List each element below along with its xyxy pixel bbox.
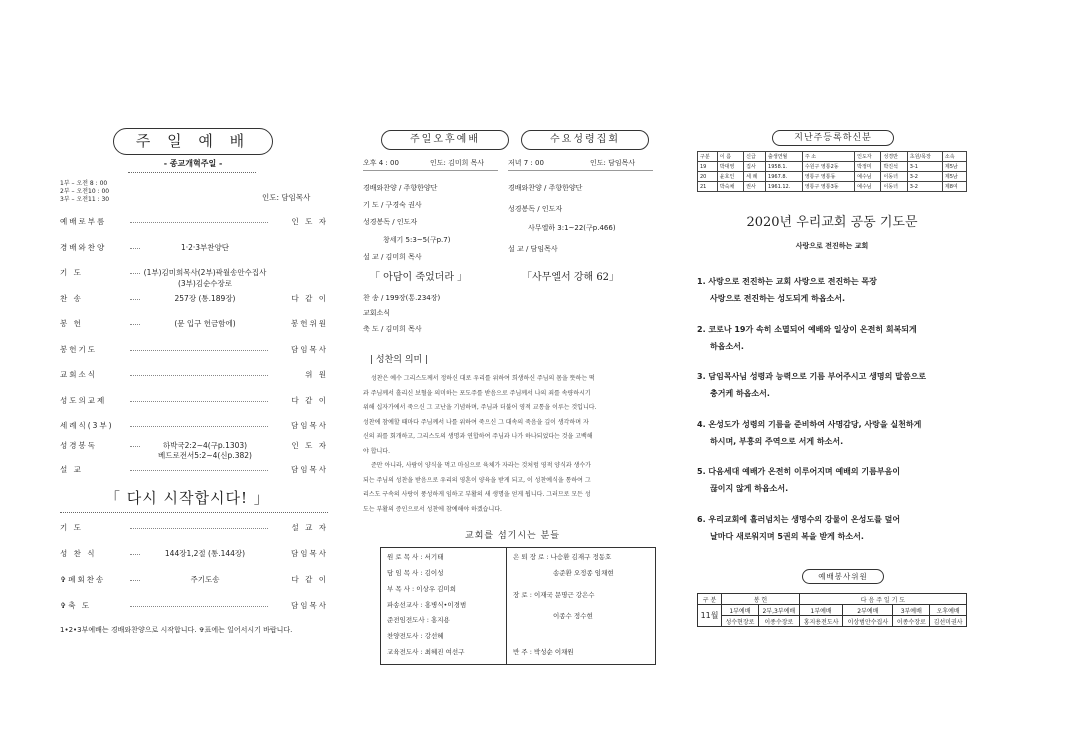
- table-header: [698, 594, 967, 605]
- sermon-rule: [60, 512, 328, 513]
- leader-dots: [130, 470, 268, 471]
- time-1: 1부 – 오전 8 : 00: [60, 180, 108, 187]
- order-detail: 베드로전서5:2~4(신p.382): [140, 450, 270, 461]
- header-cell: 소속: [942, 152, 966, 162]
- order-label: 경배와찬양: [60, 242, 107, 252]
- order-person: 위 원: [305, 370, 328, 379]
- cell: 제8여: [942, 182, 966, 192]
- sub-header-cell: 오후예배: [930, 605, 967, 616]
- essay-line: 리스도 구속의 사랑이 풍성하게 임하고 부활의 새 생명을 얻게 됩니다. 그러므로 모든 성: [363, 491, 591, 498]
- afternoon-leader: 인도: 김미희 목사: [430, 159, 485, 167]
- header-cell: 초원/목장: [907, 152, 942, 162]
- server-entry: 은 퇴 장 로 : 나승환 김재구 정동호: [513, 553, 612, 561]
- sermon-title: 「 다시 시작합시다! 」: [105, 489, 270, 507]
- essay-line: 야 합니다.: [363, 447, 390, 455]
- cell: 박정미: [855, 162, 881, 172]
- sub-header-cell: 1부예배: [799, 605, 842, 616]
- servers-divider: [506, 548, 507, 664]
- essay-line: 과 주님께서 흘리신 보혈을 의미하는 포도주를 받음으로 주님께서 나의 죄를 속량하시기: [363, 389, 591, 397]
- afternoon-line: 설 교 / 김미희 목사: [363, 253, 422, 261]
- server-entry: 반 주 : 박성순 이채원: [513, 648, 574, 656]
- order-detail: (1부)김미희목사(2부)곽월송안수집사(3부)김순수장로: [140, 267, 270, 289]
- order-label: 세례식(3부): [60, 421, 114, 430]
- server-entry: 찬양전도사 : 강선혜: [387, 632, 444, 640]
- cell: 제5남: [942, 162, 966, 172]
- afternoon-time: 오후 4 : 00: [363, 159, 399, 167]
- order-row: [60, 293, 328, 305]
- order-detail: (문 입구 헌금함에): [140, 318, 270, 329]
- wednesday-line: 설 교 / 담임목사: [508, 245, 558, 253]
- order-row: [60, 318, 328, 330]
- header-cell: 이 름: [717, 152, 743, 162]
- wednesday-line: 경배와찬양 / 주향한양단: [508, 184, 583, 192]
- sub-header-cell: 2부예배: [843, 605, 893, 616]
- header-cell: 다 음 주 일 기 도: [799, 594, 966, 605]
- cell: 박대영: [717, 162, 743, 172]
- prayer-line: 끊이지 않게 하옵소서.: [710, 484, 789, 493]
- order-row: [60, 420, 328, 432]
- order-person: 인 도 자: [291, 217, 328, 226]
- order-detail: 144장1,2절 (통.144장): [140, 548, 270, 559]
- sunday-service-title: 주 일 예 배: [113, 128, 273, 155]
- cell: 3-2: [907, 172, 942, 182]
- cell: 영통구 영통동: [802, 172, 854, 182]
- order-row: [60, 600, 328, 612]
- afternoon-line: 교회소식: [363, 309, 391, 317]
- cell: 이동녀: [881, 172, 907, 182]
- order-row: [60, 369, 328, 381]
- order-person: 담임목사: [291, 344, 328, 354]
- header-cell: 인도자: [855, 152, 881, 162]
- essay-body: [363, 372, 653, 517]
- table-row: [698, 605, 967, 616]
- order-person: 담임목사: [291, 601, 328, 610]
- cell: 이종수장로: [758, 616, 799, 627]
- essay-line: 위해 십자가에서 죽으신 그 고난을 기념하며, 주님과 더불어 영적 교통을 이루는 것입니다.: [363, 404, 597, 411]
- essay-line: 되는 주님의 성찬을 받음으로 우리의 영혼이 양육을 받게 되고, 이 성찬예식을 통하여 그: [363, 476, 591, 484]
- afternoon-line: 찬 송 / 199장(통.234장): [363, 294, 441, 302]
- order-label: ✞폐회찬송: [60, 575, 106, 584]
- order-person: 다 같 이: [291, 395, 328, 405]
- cell: 영통구 영통3동: [802, 182, 854, 192]
- order-label: 찬 송: [60, 293, 83, 303]
- afternoon-line: 창세기 5:3~5(구p.7): [383, 236, 451, 244]
- order-label: 설 교: [60, 465, 83, 474]
- order-person: 다 같 이: [291, 575, 328, 584]
- order-row: [60, 395, 328, 407]
- afternoon-service-title: 주일오후예배: [381, 130, 509, 150]
- order-label: 성도의교제: [60, 395, 107, 405]
- newcomers-table: [697, 151, 967, 192]
- order-row: [60, 344, 328, 356]
- server-entry: 교육전도사 : 최혜진 여선구: [387, 648, 465, 656]
- essay-title: | 성찬의 의미 |: [370, 355, 429, 365]
- leader-dots: [130, 350, 268, 351]
- newcomers-title: 지난주등록하신분: [772, 130, 894, 146]
- header-cell: 봉 헌: [722, 594, 800, 605]
- cell: 19: [698, 162, 718, 172]
- cell: 1958.1.: [766, 162, 803, 172]
- order-row: [60, 522, 328, 534]
- cell: 윤호인: [717, 172, 743, 182]
- wednesday-leader: 인도: 담임목사: [590, 159, 636, 167]
- essay-line: 신의 죄를 회개하고, 그리스도의 생명과 연합하여 주님과 나가 하나되었다는 것을 고백해: [363, 433, 593, 440]
- essay-line: 준만 아니라, 사람이 양식을 먹고 마심으로 육체가 자라는 것처럼 영적 양식과 생수가: [371, 462, 591, 469]
- order-row: [60, 267, 328, 288]
- order-label: 성경봉독: [60, 441, 97, 450]
- wednesday-sermon: 「사무엘서 강해 62」: [522, 272, 620, 283]
- order-person: 담임목사: [291, 549, 328, 558]
- cell: 성수현장로: [722, 616, 759, 627]
- order-detail: 257장 (통.189장): [140, 293, 270, 304]
- wednesday-time: 저녁 7 : 00: [508, 159, 544, 167]
- order-person: 인 도 자: [291, 441, 328, 450]
- leader-dots: [130, 375, 268, 376]
- order-row: [60, 574, 328, 586]
- wednesday-service-title: 수요성령집회: [521, 130, 649, 150]
- service-leader: 인도: 담임목사: [262, 193, 311, 202]
- footnote: 1•2•3부예배는 경배와찬양으로 시작합니다. ✞표에는 일어서시기 바랍니다.: [60, 626, 293, 634]
- header-cell: 출생연월: [766, 152, 803, 162]
- cell: 이동녀: [881, 182, 907, 192]
- prayer-line: 5. 다음세대 예배가 온전히 이루어지며 예배의 기름부음이: [697, 467, 901, 476]
- server-entry: 원 로 목 사 : 서기태: [387, 553, 444, 561]
- order-detail: 주기도송: [140, 574, 270, 585]
- cell: 21: [698, 182, 718, 192]
- subtitle-rule: [128, 172, 256, 173]
- cell: 권사: [744, 182, 766, 192]
- table-row: [698, 182, 967, 192]
- header-cell: 신급: [744, 152, 766, 162]
- essay-line: 도는 부활의 증인으로서 성찬에 참예해야 하겠습니다.: [363, 505, 502, 513]
- prayer-line: 6. 우리교회에 흘러넘치는 생명수의 강물이 온성도를 덮어: [697, 514, 901, 524]
- order-label: 기 도: [60, 523, 83, 532]
- wednesday-rule: [508, 170, 653, 171]
- header-cell: 성경반: [881, 152, 907, 162]
- cell: 20: [698, 172, 718, 182]
- order-label: ✞축 도: [60, 601, 92, 610]
- server-entry: 장 로 : 이재국 문명근 강은수: [513, 591, 595, 599]
- afternoon-line: 성경봉독 / 인도자: [363, 218, 418, 226]
- order-row: [60, 548, 328, 560]
- leader-dots: [130, 426, 268, 427]
- prayer-line: 사랑으로 전진하는 성도되게 하옵소서.: [710, 294, 846, 303]
- prayer-line: 하시며, 부흥의 주역으로 서게 하소서.: [710, 436, 844, 446]
- wednesday-line: 사무엘하 3:1~22(구p.466): [528, 224, 616, 232]
- cell: 1967.8.: [766, 172, 803, 182]
- servers-box: [380, 547, 656, 665]
- table-row: [698, 616, 967, 627]
- time-2: 2부 – 오전10 : 00: [60, 188, 110, 195]
- cell: 예수님: [855, 172, 881, 182]
- cell: 1961.12.: [766, 182, 803, 192]
- prayer-title: 2020년 우리교회 공동 기도문: [746, 215, 918, 230]
- time-3: 3부 – 오전11 : 30: [60, 196, 110, 203]
- roster-table: [697, 593, 967, 627]
- service-times: [60, 180, 109, 204]
- servers-title: 교회를 섬기시는 분들: [465, 531, 560, 541]
- cell: 3-1: [907, 162, 942, 172]
- afternoon-sermon: 「 아담이 죽었더라 」: [370, 272, 468, 283]
- month-cell: 11월: [698, 605, 722, 627]
- cell: 세 례: [744, 172, 766, 182]
- order-row: [60, 242, 328, 254]
- prayer-line: 날마다 새로워지며 5권의 복을 받게 하소서.: [710, 531, 864, 541]
- order-row: [60, 450, 328, 462]
- afternoon-line: 기 도 / 구경숙 권사: [363, 201, 422, 209]
- cell: 제5남: [942, 172, 966, 182]
- server-entry: 준전임전도사 : 홍지용: [387, 616, 450, 624]
- essay-line: 성찬에 참예할 때마다 주님께서 나를 위하여 죽으신 그 대속의 죽음을 깊이 생각하며 자: [363, 418, 589, 426]
- cell: 예수님: [855, 182, 881, 192]
- order-label: 예배로부름: [60, 217, 107, 226]
- table-header: [698, 152, 967, 162]
- afternoon-line: 경배와찬양 / 주향한양단: [363, 184, 438, 192]
- order-label: 교회소식: [60, 370, 97, 379]
- cell: 3-2: [907, 182, 942, 192]
- order-row: [60, 464, 328, 476]
- header-cell: 구 분: [698, 594, 722, 605]
- server-entry: 이종수 정수현: [553, 612, 593, 620]
- table-row: [698, 172, 967, 182]
- order-detail: 하박국2:2~4(구p.1303): [140, 440, 270, 451]
- server-entry: 담 임 목 사 : 김이성: [387, 569, 444, 577]
- order-person: 다 같 이: [291, 293, 328, 303]
- order-person: 봉헌위원: [291, 319, 328, 328]
- server-entry: 송준환 오정종 임채현: [553, 569, 614, 577]
- order-label: 기 도: [60, 268, 83, 277]
- prayer-line: 2. 코로나 19가 속히 소멸되어 예배와 일상이 온전히 회복되게: [697, 324, 917, 334]
- roster-title: 예배봉사위원: [802, 569, 884, 584]
- leader-dots: [130, 222, 268, 223]
- sub-header-cell: 3부예배: [893, 605, 930, 616]
- order-label: 봉헌기도: [60, 344, 97, 354]
- header-cell: 구분: [698, 152, 718, 162]
- prayer-line: 3. 담임목사님 성령과 능력으로 기름 부어주시고 생명의 말씀으로: [697, 372, 927, 381]
- service-subtitle: - 종교개혁주일 -: [163, 159, 223, 168]
- leader-dots: [130, 528, 268, 529]
- prayer-line: 하옵소서.: [710, 341, 744, 351]
- afternoon-line: 축 도 / 김미희 목사: [363, 325, 422, 333]
- cell: 집사: [744, 162, 766, 172]
- server-entry: 파송선교사 : 홍병식•이경범: [387, 601, 467, 609]
- order-detail: 1·2·3부찬양단: [140, 242, 270, 253]
- leader-dots: [130, 401, 268, 402]
- order-label: 성 찬 식: [60, 549, 97, 558]
- cell: 박숙채: [717, 182, 743, 192]
- sub-header-cell: 2부,3부예배: [758, 605, 799, 616]
- essay-line: 성찬은 예수 그리스도께서 정하신 대로 우리를 위하여 희생하신 주님의 몸을 뜻하는 떡: [371, 375, 595, 382]
- cell: 김선미권사: [930, 616, 967, 627]
- prayer-line: 충거케 하옵소서.: [710, 389, 770, 398]
- prayer-line: 1. 사랑으로 전진하는 교회 사랑으로 전진하는 목장: [697, 277, 877, 286]
- prayer-line: 4. 온성도가 성령의 기름을 준비하여 사명감당, 사랑을 실천하게: [697, 419, 922, 429]
- prayer-subtitle: 사랑으로 전진하는 교회: [795, 242, 869, 250]
- table-row: [698, 162, 967, 172]
- order-person: 담임목사: [291, 465, 328, 474]
- leader-dots: [130, 606, 268, 607]
- cell: 박진석: [881, 162, 907, 172]
- header-cell: 주 소: [802, 152, 854, 162]
- cell: 수원구 영통2동: [802, 162, 854, 172]
- sub-header-cell: 1부예배: [722, 605, 759, 616]
- order-row: [60, 216, 328, 228]
- afternoon-rule: [363, 170, 498, 171]
- cell: 홍지용전도사: [799, 616, 842, 627]
- order-person: 담임목사: [291, 421, 328, 430]
- server-entry: 부 목 사 : 이상우 김미희: [387, 585, 457, 593]
- wednesday-line: 성경봉독 / 인도자: [508, 205, 563, 213]
- cell: 이종수장로: [893, 616, 930, 627]
- order-person: 설 교 자: [291, 523, 328, 532]
- order-label: 봉 헌: [60, 319, 83, 328]
- cell: 이상범안수집사: [843, 616, 893, 627]
